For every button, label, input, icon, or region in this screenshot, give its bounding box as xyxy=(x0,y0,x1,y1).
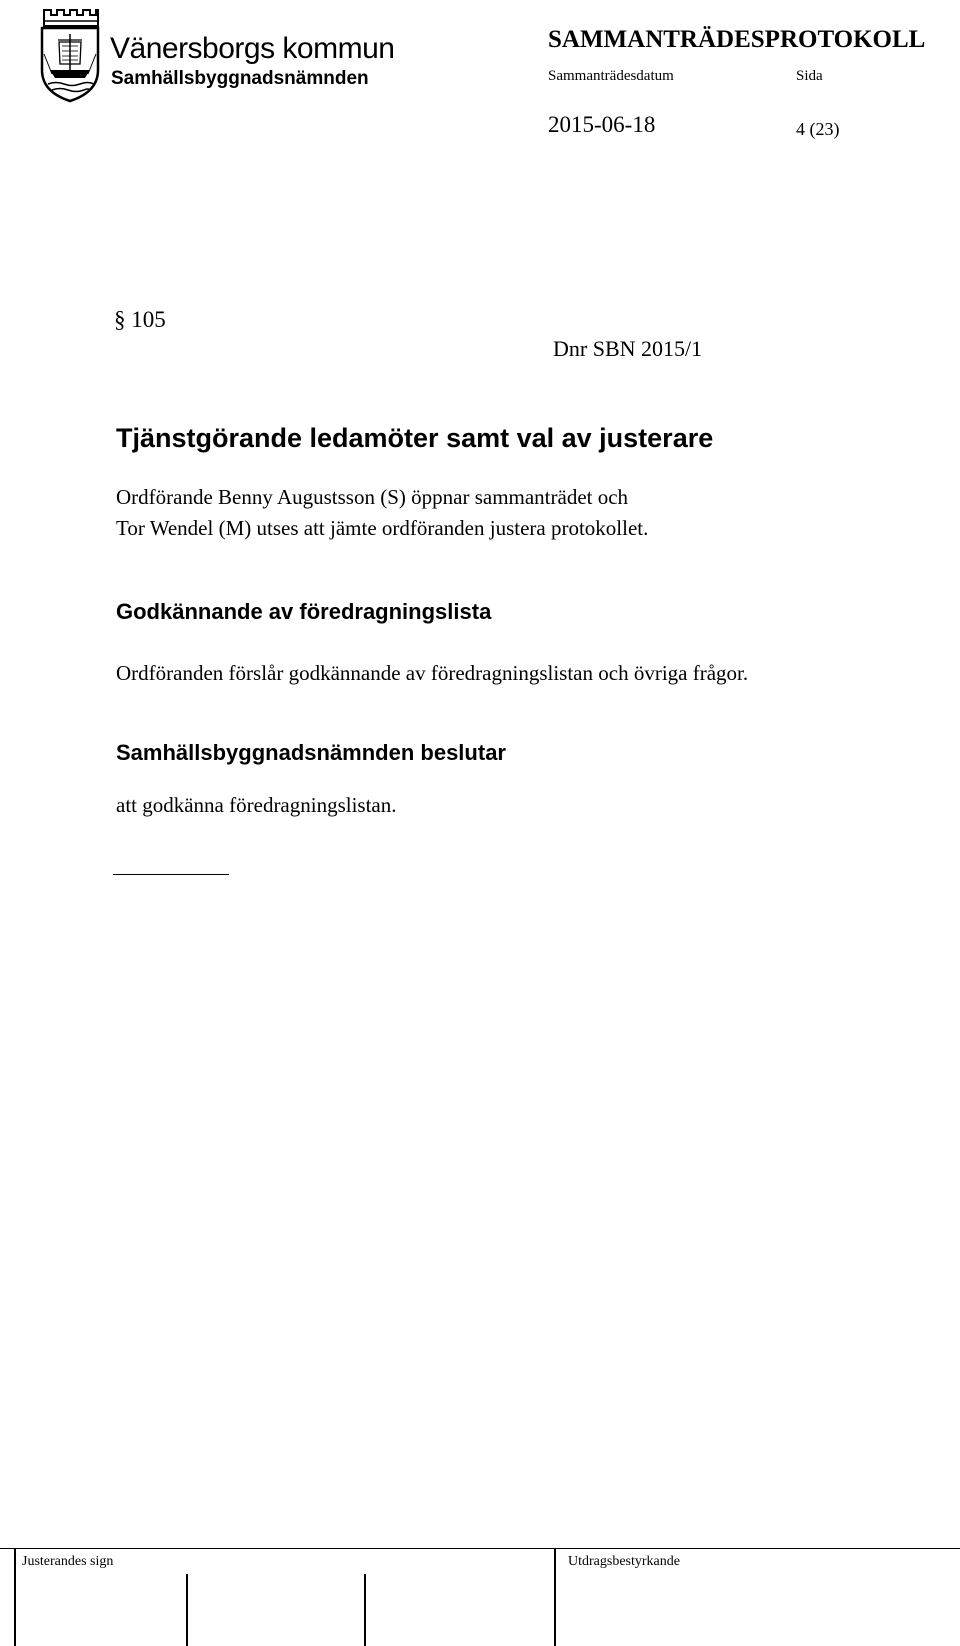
agenda-subheading: Godkännande av föredragningslista xyxy=(116,599,492,624)
section-end-divider xyxy=(113,874,229,875)
page-label: Sida xyxy=(796,68,823,84)
date-label: Sammanträdesdatum xyxy=(548,68,674,84)
intro-line-2: Tor Wendel (M) utses att jämte ordföranden justera protokollet. xyxy=(116,516,649,540)
document-type: SAMMANTRÄDESPROTOKOLL xyxy=(548,26,926,53)
decision-heading: Samhällsbyggnadsnämnden beslutar xyxy=(116,740,506,765)
decision-text: att godkänna föredragningslistan. xyxy=(116,793,397,817)
paragraph-number: § 105 xyxy=(114,307,166,332)
municipality-crest-icon xyxy=(38,4,102,104)
intro-line-1: Ordförande Benny Augustsson (S) öppnar sammanträdet och xyxy=(116,485,629,509)
footer-sign-separator xyxy=(14,1548,16,1646)
signature-label: Justerandes sign xyxy=(22,1554,114,1569)
certification-label: Utdragsbestyrkande xyxy=(568,1554,680,1569)
committee-name: Samhällsbyggnadsnämnden xyxy=(111,68,369,89)
sign-box-divider-2 xyxy=(364,1574,366,1646)
footer-divider xyxy=(0,1548,960,1549)
agenda-proposal: Ordföranden förslår godkännande av föredragningslistan och övriga frågor. xyxy=(116,661,749,685)
page-number: 4 (23) xyxy=(796,119,840,139)
diary-number: Dnr SBN 2015/1 xyxy=(553,336,703,361)
sign-box-divider-1 xyxy=(186,1574,188,1646)
section-title: Tjänstgörande ledamöter samt val av justerare xyxy=(116,423,714,453)
footer-certification-separator xyxy=(554,1548,556,1646)
organization-name: Vänersborgs kommun xyxy=(110,32,395,65)
meeting-date: 2015-06-18 xyxy=(548,112,656,137)
